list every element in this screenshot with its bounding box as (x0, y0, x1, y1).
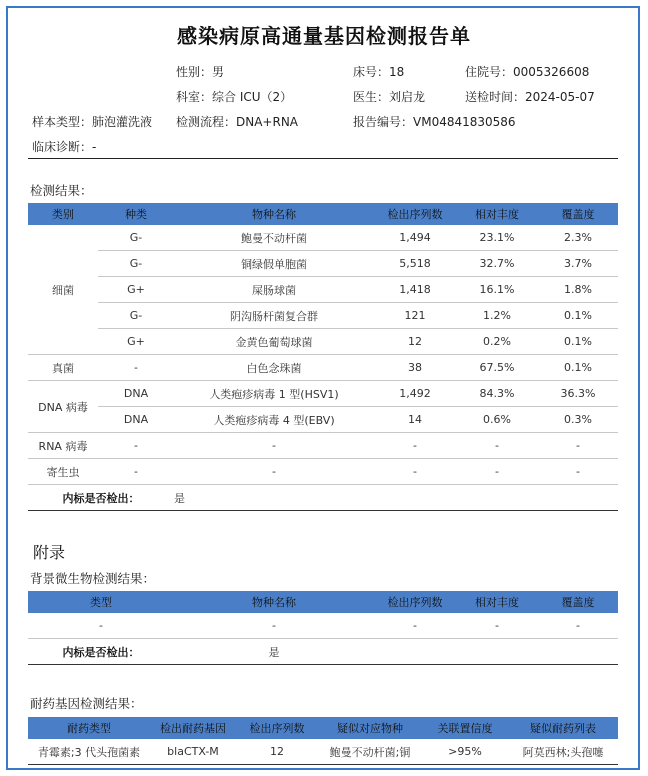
cell-coverage: 0.1% (538, 355, 618, 381)
col-abundance: 相对丰度 (456, 203, 538, 225)
table-row (28, 739, 618, 765)
background-header-row (28, 591, 618, 613)
cell-reads: 5,518 (374, 251, 456, 277)
internal-standard-label: 内标是否检出： (28, 485, 174, 511)
col-reads: 检出序列数 (374, 203, 456, 225)
resistance-header-row (28, 717, 618, 739)
cell-coverage: 2.3% (538, 225, 618, 251)
table-row (28, 355, 618, 381)
cell-suspected-species: 鲍曼不动杆菌;铜 (318, 739, 422, 765)
cell-abundance: 32.7% (456, 251, 538, 277)
table-row (28, 433, 618, 459)
internal-standard-label: 内标是否检出： (28, 639, 174, 665)
cell-reads: 12 (374, 329, 456, 355)
cell-resistance-gene: blaCTX-M (150, 739, 236, 765)
cell-confidence: >95% (422, 739, 508, 765)
bed-number: 床号：18 (353, 65, 405, 79)
cell-reads: 38 (374, 355, 456, 381)
cell-species: - (174, 459, 374, 485)
col-abundance: 相对丰度 (456, 591, 538, 613)
cell-coverage: 0.1% (538, 303, 618, 329)
cell-reads: 14 (374, 407, 456, 433)
cell-abundance: 16.1% (456, 277, 538, 303)
cell-abundance: - (456, 613, 538, 639)
appendix-heading: 附录 (33, 543, 66, 562)
cell-species: 屎肠球菌 (174, 277, 374, 303)
cell-species: 阴沟肠杆菌复合群 (174, 303, 374, 329)
results-heading: 检测结果： (30, 183, 93, 198)
cell-abundance: 67.5% (456, 355, 538, 381)
table-row (28, 329, 618, 355)
category-bacteria: 细菌 (28, 225, 98, 355)
cell-species: 金黄色葡萄球菌 (174, 329, 374, 355)
cell-reads: 121 (374, 303, 456, 329)
cell-reads: - (374, 433, 456, 459)
table-row (28, 251, 618, 277)
cell-abundance: 1.2% (456, 303, 538, 329)
sample-type: 样本类型：肺泡灌洗液 (32, 115, 153, 129)
cell-kind: DNA (98, 381, 174, 407)
cell-abundance: 23.1% (456, 225, 538, 251)
cell-kind: G- (98, 303, 174, 329)
cell-reads: 12 (236, 739, 318, 765)
cell-kind: G- (98, 251, 174, 277)
cell-coverage: - (538, 433, 618, 459)
cell-reads: - (374, 459, 456, 485)
resistance-heading: 耐药基因检测结果： (30, 696, 143, 711)
cell-reads: 1,492 (374, 381, 456, 407)
cell-species: - (174, 433, 374, 459)
col-confidence: 关联置信度 (422, 717, 508, 739)
cell-type: - (28, 613, 174, 639)
report-number: 报告编号：VM04841830586 (353, 115, 516, 129)
col-resistance-type: 耐药类型 (28, 717, 150, 739)
cell-abundance: - (456, 459, 538, 485)
col-reads: 检出序列数 (374, 591, 456, 613)
internal-standard-value (174, 485, 374, 511)
cell-reads: 1,494 (374, 225, 456, 251)
col-suspected-species: 疑似对应物种 (318, 717, 422, 739)
cell-species: 白色念珠菌 (174, 355, 374, 381)
internal-standard-row (28, 639, 618, 665)
table-row (28, 225, 618, 251)
col-drug-list: 疑似耐药列表 (508, 717, 618, 739)
col-kind: 种类 (98, 203, 174, 225)
background-heading: 背景微生物检测结果： (30, 571, 156, 586)
clinical-diagnosis: 临床诊断：- (32, 140, 97, 154)
table-row (28, 613, 618, 639)
col-coverage: 覆盖度 (538, 203, 618, 225)
internal-standard-value-text: 是 (174, 491, 185, 505)
cell-coverage: - (538, 459, 618, 485)
category-parasite: 寄生虫 (28, 459, 98, 485)
cell-resistance-type: 青霉素;3 代头孢菌素 (28, 739, 150, 765)
table-row (28, 381, 618, 407)
col-coverage: 覆盖度 (538, 591, 618, 613)
cell-species: - (174, 613, 374, 639)
col-species: 物种名称 (174, 591, 374, 613)
table-row (28, 303, 618, 329)
cell-coverage: 0.1% (538, 329, 618, 355)
divider (28, 158, 618, 159)
category-fungi: 真菌 (28, 355, 98, 381)
table-row (28, 277, 618, 303)
col-type: 类型 (28, 591, 174, 613)
cell-reads: 1,418 (374, 277, 456, 303)
results-table (28, 203, 618, 511)
cell-abundance: 0.6% (456, 407, 538, 433)
category-dna-virus: DNA 病毒 (28, 381, 98, 433)
cell-abundance: 0.2% (456, 329, 538, 355)
col-resistance-gene: 检出耐药基因 (150, 717, 236, 739)
cell-coverage: 0.3% (538, 407, 618, 433)
col-reads: 检出序列数 (236, 717, 318, 739)
col-category: 类别 (28, 203, 98, 225)
category-rna-virus: RNA 病毒 (28, 433, 98, 459)
cell-species: 鲍曼不动杆菌 (174, 225, 374, 251)
table-row (28, 459, 618, 485)
cell-drug-list: 阿莫西林;头孢噻 (508, 739, 618, 765)
cell-reads: - (374, 613, 456, 639)
background-table (28, 591, 618, 665)
cell-coverage: - (538, 613, 618, 639)
test-flow: 检测流程：DNA+RNA (176, 115, 299, 129)
internal-standard-row (28, 485, 618, 511)
cell-kind: G+ (98, 329, 174, 355)
cell-abundance: - (456, 433, 538, 459)
cell-kind: - (98, 433, 174, 459)
cell-coverage: 36.3% (538, 381, 618, 407)
inpatient-number: 住院号：0005326608 (465, 65, 590, 79)
cell-kind: G+ (98, 277, 174, 303)
cell-species: 人类疱疹病毒 1 型(HSV1) (174, 381, 374, 407)
resistance-table (28, 717, 618, 765)
results-header-row (28, 203, 618, 225)
report-title: 感染病原高通量基因检测报告单 (177, 24, 471, 48)
cell-kind: - (98, 459, 174, 485)
cell-kind: - (98, 355, 174, 381)
cell-coverage: 1.8% (538, 277, 618, 303)
cell-abundance: 84.3% (456, 381, 538, 407)
gender: 性别：男 (176, 65, 225, 79)
table-row (28, 407, 618, 433)
doctor: 医生：刘启龙 (353, 90, 426, 104)
internal-standard-value: 是 (174, 639, 374, 665)
cell-species: 铜绿假单胞菌 (174, 251, 374, 277)
col-species: 物种名称 (174, 203, 374, 225)
cell-kind: G- (98, 225, 174, 251)
cell-coverage: 3.7% (538, 251, 618, 277)
send-time: 送检时间：2024-05-07 (465, 90, 595, 104)
cell-species: 人类疱疹病毒 4 型(EBV) (174, 407, 374, 433)
cell-kind: DNA (98, 407, 174, 433)
department: 科室：综合 ICU（2） (176, 90, 293, 104)
